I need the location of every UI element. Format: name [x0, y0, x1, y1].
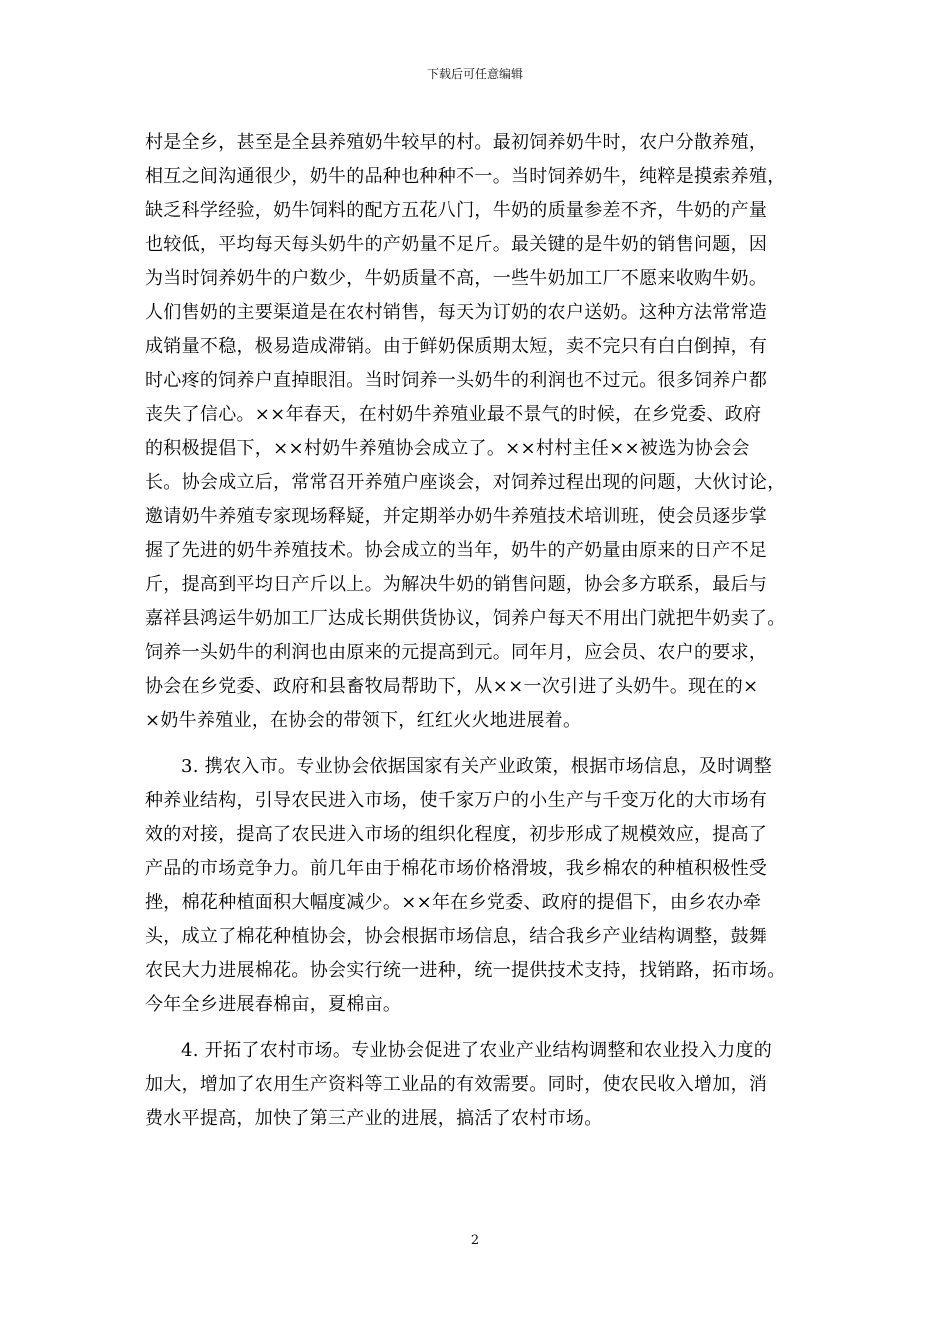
text-line: 费水平提高，加快了第三产业的进展，搞活了农村市场。: [145, 1108, 603, 1129]
text-line: 长。协会成立后，常常召开养殖户座谈会，对饲养过程出现的问题，大伙讨论，: [145, 472, 786, 493]
page-header: 下载后可任意编辑: [426, 67, 523, 81]
text-line: 农民大力进展棉花。协会实行统一进种，统一提供技术支持，找销路，拓市场。: [145, 960, 786, 981]
text-line: 斤，提高到平均日产斤以上。为解决牛奶的销售问题，协会多方联系，最后与: [145, 574, 768, 595]
text-line: 村是全乡，甚至是全县养殖奶牛较早的村。最初饲养奶牛时，农户分散养殖，: [145, 132, 768, 153]
text-line: 嘉祥县鸿运牛奶加工厂达成长期供货协议，饲养户每天不用出门就把牛奶卖了。: [145, 608, 786, 629]
text-line: 也较低，平均每天每头奶牛的产奶量不足斤。最关键的是牛奶的销售问题，因: [145, 234, 768, 255]
document-body: [145, 126, 827, 1136]
text-line: ×奶牛养殖业，在协会的带领下，红红火火地进展着。: [145, 710, 582, 731]
text-line: 时心疼的饲养户直掉眼泪。当时饲养一头奶牛的利润也不过元。很多饲养户都: [145, 370, 768, 391]
text-line: 人们售奶的主要渠道是在农村销售，每天为订奶的农户送奶。这种方法常常造: [145, 302, 768, 323]
text-line: 种养业结构，引导农民进入市场，使千家万户的小生产与千变万化的大市场有: [145, 790, 768, 811]
text-line: 头，成立了棉花种植协会，协会根据市场信息，结合我乡产业结构调整，鼓舞: [145, 926, 768, 947]
text-line: 加大，增加了农用生产资料等工业品的有效需要。同时，使农民收入增加，消: [145, 1074, 768, 1095]
text-line: 相互之间沟通很少，奶牛的品种也种种不一。当时饲养奶牛，纯粹是摸索养殖，: [145, 166, 786, 187]
text-line: 成销量不稳，极易造成滞销。由于鲜奶保质期太短，卖不完只有白白倒掉，有: [145, 336, 768, 357]
text-line: 4. 开拓了农村市场。专业协会促进了农业产业结构调整和农业投入力度的: [181, 1040, 773, 1061]
text-line: 的积极提倡下，××村奶牛养殖协会成立了。××村村主任××被选为协会会: [145, 438, 750, 459]
text-line: 邀请奶牛养殖专家现场释疑，并定期举办奶牛养殖技术培训班，使会员逐步掌: [145, 506, 768, 527]
text-line: 3. 携农入市。专业协会依据国家有关产业政策，根据市场信息，及时调整: [181, 756, 773, 777]
text-line: 饲养一头奶牛的利润也由原来的元提高到元。同年月，应会员、农户的要求，: [145, 642, 768, 663]
text-line: 效的对接，提高了农民进入市场的组织化程度，初步形成了规模效应，提高了: [145, 824, 768, 845]
text-line: 丧失了信心。××年春天，在村奶牛养殖业最不景气的时候，在乡党委、政府: [145, 404, 762, 425]
paragraph-4-rural-market: [145, 1034, 827, 1136]
text-line: 挫，棉花种植面积大幅度减少。××年在乡党委、政府的提倡下，由乡农办牵: [145, 892, 762, 913]
text-line: 握了先进的奶牛养殖技术。协会成立的当年，奶牛的产奶量由原来的日产不足: [145, 540, 768, 561]
text-line: 协会在乡党委、政府和县畜牧局帮助下，从××一次引进了头奶牛。现在的×: [145, 676, 759, 697]
paragraph-1: [145, 126, 827, 738]
text-line: 缺乏科学经验，奶牛饲料的配方五花八门，牛奶的质量参差不齐，牛奶的产量: [145, 200, 768, 221]
paragraph-3-market-entry: [145, 750, 827, 1022]
text-line: 为当时饲养奶牛的户数少，牛奶质量不高，一些牛奶加工厂不愿来收购牛奶。: [145, 268, 768, 289]
text-line: 产品的市场竞争力。前几年由于棉花市场价格滑坡，我乡棉农的种植积极性受: [145, 858, 768, 879]
text-line: 今年全乡进展春棉亩，夏棉亩。: [145, 994, 402, 1015]
page-number: 2: [470, 1233, 480, 1248]
